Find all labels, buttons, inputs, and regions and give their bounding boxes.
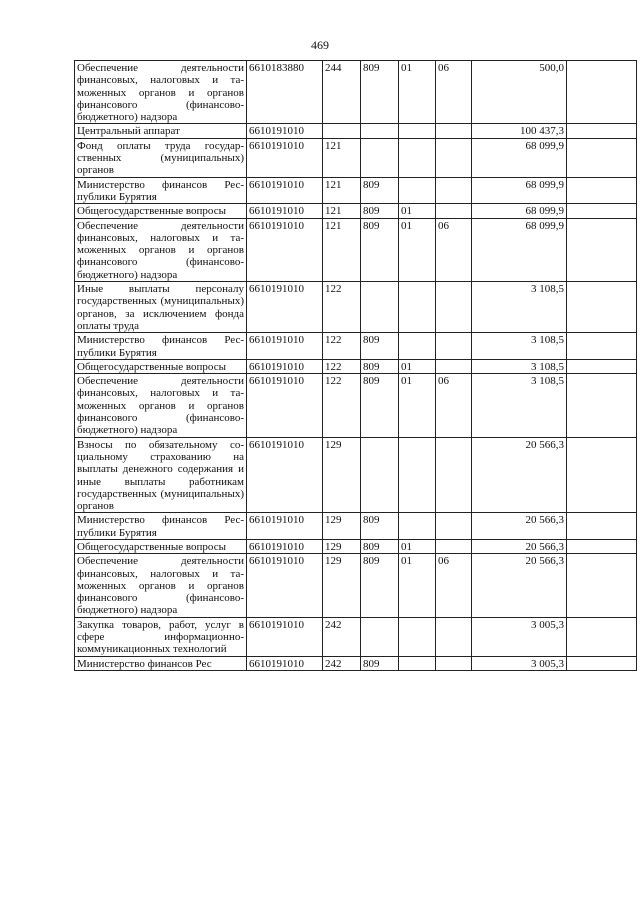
row-extra bbox=[567, 177, 637, 204]
row-subsection bbox=[436, 204, 472, 218]
row-subsection: 06 bbox=[436, 218, 472, 281]
row-extra bbox=[567, 138, 637, 177]
row-section bbox=[399, 656, 436, 670]
row-administrator: 809 bbox=[361, 177, 399, 204]
row-subsection bbox=[436, 138, 472, 177]
row-expense-type: 121 bbox=[323, 138, 361, 177]
row-expense-type: 129 bbox=[323, 437, 361, 513]
row-expense-type bbox=[323, 124, 361, 138]
row-subsection: 06 bbox=[436, 374, 472, 437]
row-administrator: 809 bbox=[361, 374, 399, 437]
row-administrator: 809 bbox=[361, 359, 399, 373]
row-administrator: 809 bbox=[361, 539, 399, 553]
row-amount: 20 566,3 bbox=[472, 513, 567, 540]
row-target-code: 6610191010 bbox=[247, 333, 323, 360]
row-administrator bbox=[361, 138, 399, 177]
table-row bbox=[75, 204, 637, 218]
table-row bbox=[75, 513, 637, 540]
table-row bbox=[75, 617, 637, 656]
row-section bbox=[399, 437, 436, 513]
row-administrator: 809 bbox=[361, 218, 399, 281]
row-section bbox=[399, 617, 436, 656]
row-administrator bbox=[361, 617, 399, 656]
row-amount: 3 005,3 bbox=[472, 656, 567, 670]
row-amount: 68 099,9 bbox=[472, 177, 567, 204]
row-name: Министерство финансов Рес bbox=[75, 656, 247, 670]
row-name: Фонд оплаты труда государственных (муниципальных) органов bbox=[75, 138, 247, 177]
row-name: Министерство финансов Республики Бурятия bbox=[75, 333, 247, 360]
row-subsection bbox=[436, 177, 472, 204]
row-subsection bbox=[436, 359, 472, 373]
row-target-code: 6610191010 bbox=[247, 282, 323, 333]
row-amount: 3 108,5 bbox=[472, 333, 567, 360]
row-target-code: 6610191010 bbox=[247, 437, 323, 513]
row-subsection bbox=[436, 333, 472, 360]
row-amount: 20 566,3 bbox=[472, 539, 567, 553]
row-subsection bbox=[436, 656, 472, 670]
row-name: Центральный аппарат bbox=[75, 124, 247, 138]
row-administrator: 809 bbox=[361, 204, 399, 218]
row-expense-type: 122 bbox=[323, 333, 361, 360]
table-row bbox=[75, 359, 637, 373]
row-expense-type: 122 bbox=[323, 282, 361, 333]
row-amount: 3 108,5 bbox=[472, 282, 567, 333]
row-amount: 20 566,3 bbox=[472, 554, 567, 617]
row-expense-type: 242 bbox=[323, 656, 361, 670]
row-name: Обеспечение деятельности финансовых, налоговых и таможенных органов и органов финансового (финансово-бюджетного) надзора bbox=[75, 218, 247, 281]
row-section bbox=[399, 177, 436, 204]
row-section bbox=[399, 513, 436, 540]
row-amount: 20 566,3 bbox=[472, 437, 567, 513]
row-subsection: 06 bbox=[436, 61, 472, 124]
row-administrator: 809 bbox=[361, 61, 399, 124]
row-administrator: 809 bbox=[361, 513, 399, 540]
row-extra bbox=[567, 61, 637, 124]
row-name: Общегосударственные вопросы bbox=[75, 359, 247, 373]
row-amount: 68 099,9 bbox=[472, 218, 567, 281]
row-subsection bbox=[436, 539, 472, 553]
row-target-code: 6610191010 bbox=[247, 513, 323, 540]
row-expense-type: 129 bbox=[323, 513, 361, 540]
row-administrator bbox=[361, 124, 399, 138]
row-target-code: 6610191010 bbox=[247, 554, 323, 617]
row-expense-type: 121 bbox=[323, 177, 361, 204]
row-extra bbox=[567, 218, 637, 281]
table-row bbox=[75, 333, 637, 360]
row-expense-type: 242 bbox=[323, 617, 361, 656]
row-target-code: 6610191010 bbox=[247, 539, 323, 553]
row-extra bbox=[567, 617, 637, 656]
row-extra bbox=[567, 656, 637, 670]
row-amount: 68 099,9 bbox=[472, 138, 567, 177]
row-subsection bbox=[436, 513, 472, 540]
row-amount: 3 108,5 bbox=[472, 359, 567, 373]
table-row bbox=[75, 374, 637, 437]
row-name: Министерство финансов Республики Бурятия bbox=[75, 513, 247, 540]
row-expense-type: 244 bbox=[323, 61, 361, 124]
row-subsection: 06 bbox=[436, 554, 472, 617]
row-expense-type: 122 bbox=[323, 359, 361, 373]
row-extra bbox=[567, 124, 637, 138]
row-section bbox=[399, 282, 436, 333]
row-administrator bbox=[361, 437, 399, 513]
table-row bbox=[75, 437, 637, 513]
row-name: Взносы по обязательному социальному страхованию на выплаты денежного содержания и иные выплаты работникам государственных (муниципальных) органов bbox=[75, 437, 247, 513]
row-subsection bbox=[436, 617, 472, 656]
page-number: 469 bbox=[311, 38, 329, 52]
table-row bbox=[75, 282, 637, 333]
row-section: 01 bbox=[399, 61, 436, 124]
row-amount: 68 099,9 bbox=[472, 204, 567, 218]
row-extra bbox=[567, 374, 637, 437]
row-expense-type: 122 bbox=[323, 374, 361, 437]
row-name: Обеспечение деятельности финансовых, налоговых и таможенных органов и органов финансового (финансово-бюджетного) надзора bbox=[75, 554, 247, 617]
row-name: Иные выплаты персоналу государственных (муниципальных) органов, за исключением фонда оплаты труда bbox=[75, 282, 247, 333]
row-amount: 3 005,3 bbox=[472, 617, 567, 656]
row-target-code: 6610191010 bbox=[247, 124, 323, 138]
row-expense-type: 129 bbox=[323, 554, 361, 617]
row-extra bbox=[567, 539, 637, 553]
table-row bbox=[75, 218, 637, 281]
row-target-code: 6610191010 bbox=[247, 138, 323, 177]
table-row bbox=[75, 539, 637, 553]
row-section: 01 bbox=[399, 359, 436, 373]
row-target-code: 6610191010 bbox=[247, 204, 323, 218]
row-extra bbox=[567, 513, 637, 540]
row-extra bbox=[567, 359, 637, 373]
row-name: Закупка товаров, работ, услуг в сфере информационно-коммуникационных технологий bbox=[75, 617, 247, 656]
table-row bbox=[75, 656, 637, 670]
row-section bbox=[399, 138, 436, 177]
row-subsection bbox=[436, 437, 472, 513]
row-amount: 100 437,3 bbox=[472, 124, 567, 138]
row-extra bbox=[567, 437, 637, 513]
row-amount: 3 108,5 bbox=[472, 374, 567, 437]
row-section: 01 bbox=[399, 374, 436, 437]
row-name: Обеспечение деятельности финансовых, налоговых и таможенных органов и органов финансового (финансово-бюджетного) надзора bbox=[75, 374, 247, 437]
table-row bbox=[75, 177, 637, 204]
row-section bbox=[399, 124, 436, 138]
row-name: Общегосударственные вопросы bbox=[75, 204, 247, 218]
table-row bbox=[75, 554, 637, 617]
table-row bbox=[75, 61, 637, 124]
row-section: 01 bbox=[399, 539, 436, 553]
row-expense-type: 129 bbox=[323, 539, 361, 553]
row-name: Общегосударственные вопросы bbox=[75, 539, 247, 553]
row-target-code: 6610191010 bbox=[247, 617, 323, 656]
row-extra bbox=[567, 554, 637, 617]
row-target-code: 6610191010 bbox=[247, 218, 323, 281]
row-section bbox=[399, 333, 436, 360]
row-expense-type: 121 bbox=[323, 204, 361, 218]
budget-table bbox=[74, 60, 637, 671]
row-subsection bbox=[436, 124, 472, 138]
row-target-code: 6610191010 bbox=[247, 177, 323, 204]
row-section: 01 bbox=[399, 554, 436, 617]
row-name: Министерство финансов Республики Бурятия bbox=[75, 177, 247, 204]
row-extra bbox=[567, 282, 637, 333]
row-section: 01 bbox=[399, 218, 436, 281]
row-section: 01 bbox=[399, 204, 436, 218]
row-subsection bbox=[436, 282, 472, 333]
row-amount: 500,0 bbox=[472, 61, 567, 124]
row-target-code: 6610191010 bbox=[247, 359, 323, 373]
row-target-code: 6610183880 bbox=[247, 61, 323, 124]
table-row bbox=[75, 124, 637, 138]
row-administrator: 809 bbox=[361, 656, 399, 670]
row-administrator: 809 bbox=[361, 554, 399, 617]
row-name: Обеспечение деятельности финансовых, налоговых и таможенных органов и органов финансового (финансово-бюджетного) надзора bbox=[75, 61, 247, 124]
row-extra bbox=[567, 204, 637, 218]
row-expense-type: 121 bbox=[323, 218, 361, 281]
row-administrator bbox=[361, 282, 399, 333]
row-target-code: 6610191010 bbox=[247, 374, 323, 437]
row-extra bbox=[567, 333, 637, 360]
table-row bbox=[75, 138, 637, 177]
row-administrator: 809 bbox=[361, 333, 399, 360]
row-target-code: 6610191010 bbox=[247, 656, 323, 670]
